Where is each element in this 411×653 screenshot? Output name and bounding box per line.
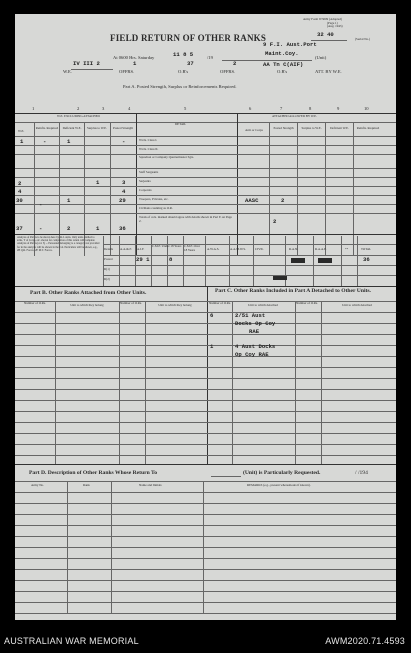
redaction-block: [273, 276, 287, 280]
we-label: W.E.: [63, 69, 73, 74]
at-date: 11 8 5: [173, 51, 194, 58]
part-d-title: Part D. Description of Other Ranks Whose Return To: [29, 470, 157, 476]
serial-label: (Serial No.): [355, 37, 371, 41]
form-title: FIELD RETURN OF OTHER RANKS: [110, 33, 267, 43]
offrs-value: 1: [133, 60, 137, 67]
part-b-title: Part B. Other Ranks Attached from Other Units.: [30, 290, 147, 296]
analysis-note: Analysis of Part A to be shown here by ALL units. Only units entitled to arms, Y of Corps, etc. shown for completion of this return will complete Analysis of Part A (col. 5) ... Personnel belonging to a category not provided for in the analysis will be shown in the Col. Particulars will be shown, e.g., 2B Q.R. Forces, 2E M.T. Forces.: [17, 236, 100, 252]
unit-typed-1: 9 F.I. Aust.Port: [263, 41, 317, 48]
field-return-form: Army Form W3009 (Adapted) (Page 1) (Aug. 1943) FIELD RETURN OF OTHER RANKS 32 40 (Serial No.) 9 F.I. Aust.Port At 0600 Hrs. Saturday 11 8 5 /19 Maint.Coy. (Unit) AA Tn C(AIF) IV III 2 W.E. 1 OFFRS. 37 O.R's 2 OFFRS. O.R's ATT. BY W.E. Part A. Posted Strength, Surplus or Reinforcements Required. 1 2 3 4 5 6 7 8 9 10 W.E. EXCLUDING ATTACHED ATTACHED ALLOWED BY W.E. DETAIL W.E. Reinfts. Required Deficient W.E. Surplus to W.E. Posted Strength Arm or Corps Posted Strength Surplus to W.E. Deficient W.E. Reinfts. Required W.Os. Class I. W.Os. Class II. Squadron or Company Quartermaster Sgts. Staff Sergeants Serjeants Corporals Troopers, Privates, etc. Civilians counting as O.R. Totals of cols. marked should agree with details shown in Part E on Page 2. 1 - 1 - 2 4 1 3 4 30 - 1 29 AASC 2 37 - 2 1 36 2 Analysis of Part A to be shown here by ALL units. Only units entitled to arms, Y of Corps, etc. shown for completion of this return will complete Analysis of Part A (col. 5) ... Personnel belonging to a category not provided for in the analysis will be shown in the Col. Particulars will be shown, e.g., 2B Q.R. Forces, 2E M.T. Forces. Details A.A.&.F. A.I.F. C.M.F. Under 18 Years C.M.F. Over 18 Years A.W.A.S. A.A.M.W.S. CIVIL R.A.N. R.A.A.F. ** TOTAL Posted R(1) R(2) 29 1 8 36 Part B. Other Ranks Attached from Other Units. Part C. Other Ranks Included in Part A Detached to Other Units. Number of O.Rs. Unit to which they belong Number of O.Rs. Unit to which they belong Number of O.Rs. Unit to which detached Number of O.Rs. Unit to which detached 6 2/51 Aust Docks Op Coy RAE 1 4 Aust Docks Op Coy RAE Part D. Description of Other Ranks Whose Return To (Unit) is Particularly Requested. / /194 Army No. Rank Name and Initials REMARKS (e.g., present whereabouts if known).: [15, 14, 396, 620]
year-suffix: /19: [207, 55, 213, 60]
at-text: At 0600 Hrs. Saturday: [113, 55, 155, 60]
part-c-title: Part C. Other Ranks Included in Part A Detached to Other Units.: [215, 288, 371, 294]
form-reference: Army Form W3009 (Adapted) (Page 1) (Aug. 1943): [303, 17, 343, 29]
unit-typed-3: AA Tn C(AIF): [263, 61, 304, 68]
footer-accession-number: AWM2020.71.4593: [325, 636, 405, 646]
att-offrs-value: 2: [233, 60, 237, 67]
part-a-title: Part A. Posted Strength, Surplus or Reinforcements Required.: [123, 84, 237, 89]
unit-typed-2: Maint.Coy.: [265, 50, 299, 57]
part-c-entry-1: 2/51 Aust Docks Op Coy RAE: [235, 312, 276, 335]
we-value: IV III 2: [73, 60, 100, 67]
part-c-entry-2: 4 Aust Docks Op Coy RAE: [235, 343, 276, 358]
serial-value: 32 40: [317, 31, 334, 38]
redaction-block: [291, 258, 305, 263]
ors-value: 37: [187, 60, 194, 67]
redaction-block: [318, 258, 332, 263]
footer-credit: AUSTRALIAN WAR MEMORIAL: [4, 636, 139, 646]
unit-label: (Unit): [315, 55, 327, 60]
